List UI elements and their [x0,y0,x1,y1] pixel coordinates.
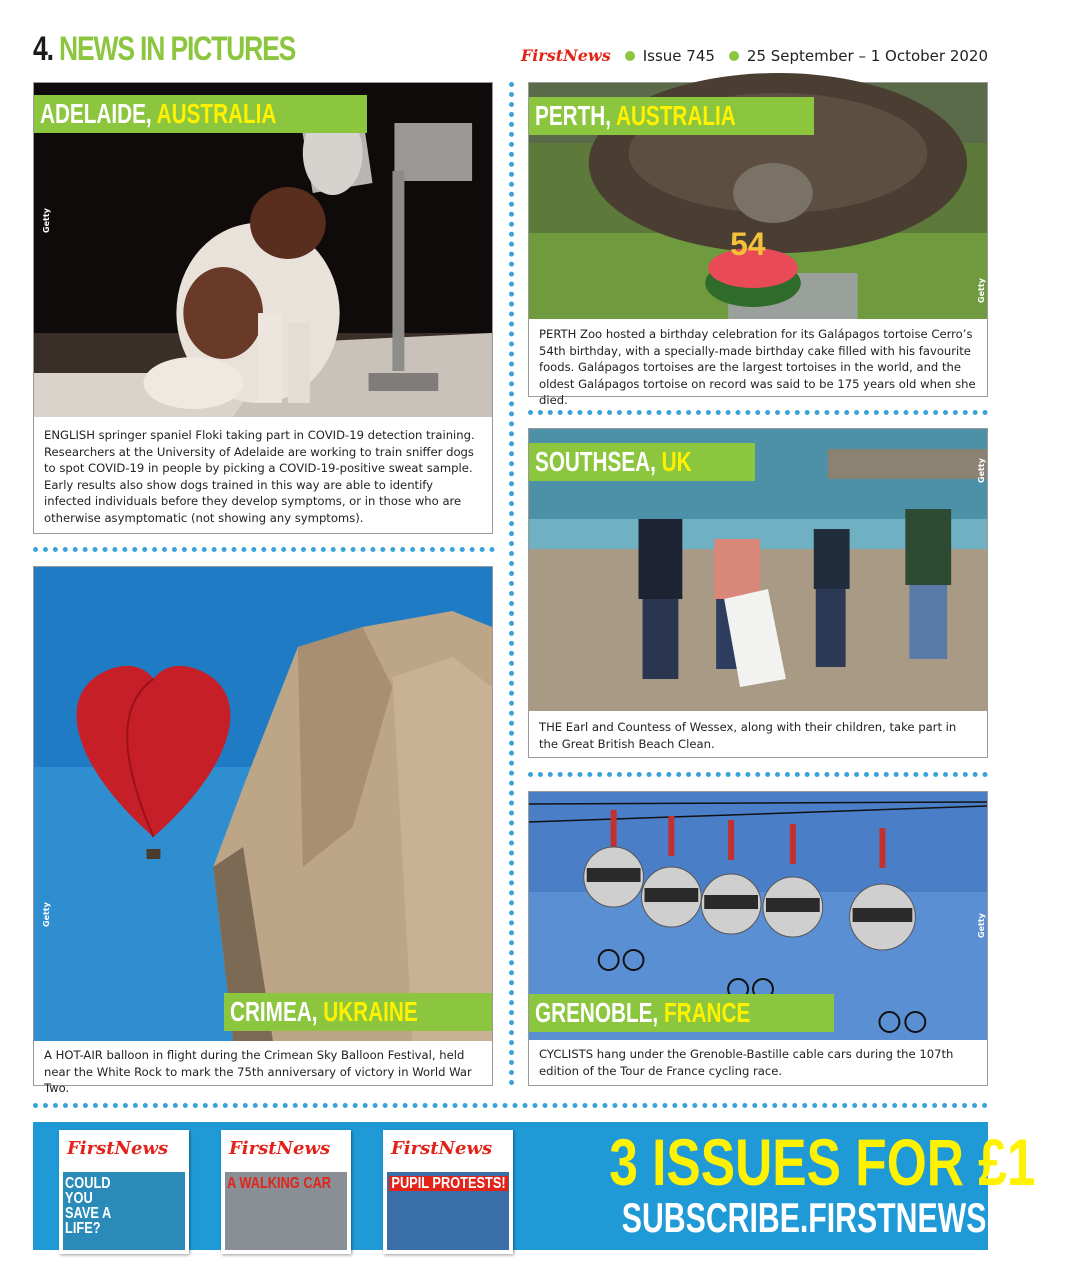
story-card-southsea [528,428,988,758]
issue-date: 25 September – 1 October 2020 [746,46,988,65]
photo-caption: ENGLISH springer spaniel Floki taking part in COVID-19 detection training. Researchers at the University of Adelaide are working to train sniffer dogs to spot COVID-19 in people by picking a COVID-19-positive sweat sample. Early results also show dogs trained in this way are able to identify infected individuals before they develop symptoms, or in those who are otherwise asymptomatic (not showing any symptoms). [44,428,475,525]
photo-caption: CYCLISTS hang under the Grenoble-Bastille cable cars during the 107th edition of the Tour de France cycling race. [539,1047,954,1078]
subscribe-banner[interactable] [33,1122,1092,1250]
photo-heart-balloon [34,567,492,1041]
magazine-logo: FirstNews [229,1138,331,1159]
magazine-logo: FirstNews [67,1138,169,1159]
subscribe-link[interactable]: SUBSCRIBE.FIRSTNEWS.CO.UK [621,1194,1092,1241]
magazine-cover [59,1130,189,1254]
brand-logo: FirstNews [520,46,611,65]
photo-credit: Getty [977,913,986,938]
photo-caption: PERTH Zoo hosted a birthday celebration for its Galápagos tortoise Cerro’s 54th birthday, with a specially-made birthday cake filled with his favourite foods. Galápagos tortoises are the largest tortoises in the world, and the oldest Galápagos tortoise on record was said to be 175 years old when she died. [539,327,976,407]
photo-credit: Getty [42,902,51,927]
photo-caption: A HOT-AIR balloon in flight during the Crimean Sky Balloon Festival, held near the White Rock to mark the 75th anniversary of victory in World War Two. [44,1048,472,1095]
magazine-cover [383,1130,513,1254]
location-label: CRIMEA, UKRAINE [224,993,492,1031]
subscribe-offer [563,1125,1092,1241]
story-card-adelaide [33,82,493,534]
location-label: SOUTHSEA, UK [529,443,755,481]
story-card-grenoble [528,791,988,1086]
issue-info [521,46,988,65]
photo-caption: THE Earl and Countess of Wessex, along with their children, take part in the Great British Beach Clean. [539,720,957,751]
photo-credit: Getty [977,458,986,483]
section-heading: NEWS IN PICTURES [58,30,296,68]
row-divider [528,410,988,415]
section-number: 4. [33,30,53,68]
magazine-headline: COULD YOU SAVE A LIFE? [65,1175,111,1237]
magazine-logo: FirstNews [391,1138,493,1159]
section-title [33,30,295,69]
photo-credit: Getty [977,278,986,303]
photo-sniffer-dog [34,83,492,417]
location-label: GRENOBLE, FRANCE [529,994,834,1032]
magazine-headline: PUPIL PROTESTS! [389,1176,508,1191]
magazine-headline: A WALKING CAR [227,1175,332,1192]
location-label: ADELAIDE, AUSTRALIA [34,95,367,133]
page-header [33,30,988,74]
photo-credit: Getty [42,208,51,233]
bullet-icon [729,51,739,61]
row-divider [528,772,988,777]
svg-text:54: 54 [730,225,766,263]
offer-text: 3 ISSUES FOR £1 [609,1125,1036,1199]
bullet-icon [625,51,635,61]
story-card-crimea [33,566,493,1095]
magazine-cover [221,1130,351,1254]
issue-number: Issue 745 [642,46,715,65]
location-label: PERTH, AUSTRALIA [529,97,814,135]
page-divider [33,1103,988,1108]
story-card-perth [528,82,988,407]
column-divider [509,82,514,1086]
row-divider [33,547,495,552]
